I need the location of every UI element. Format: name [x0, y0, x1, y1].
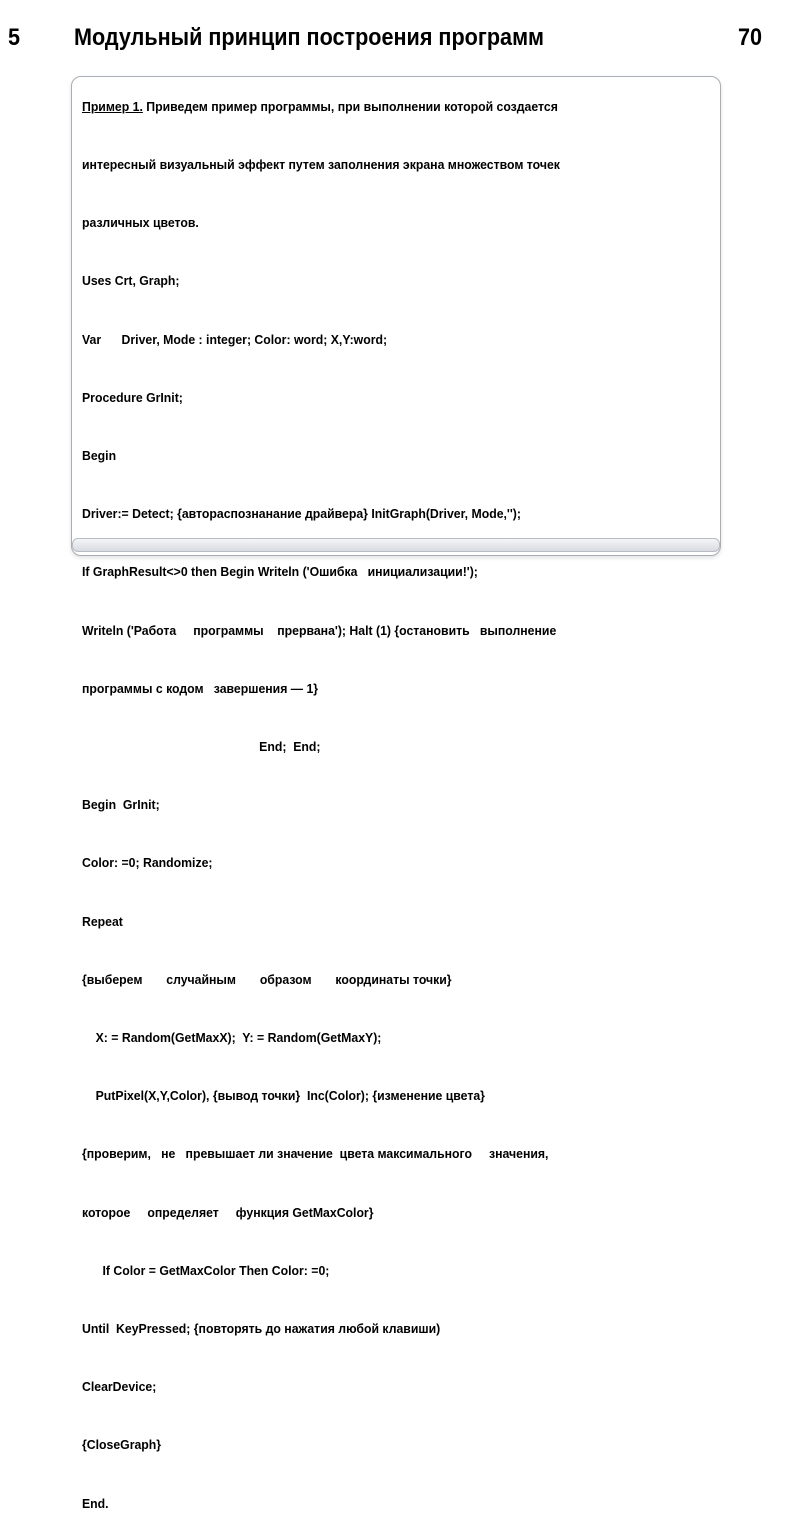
code-line: интересный визуальный эффект путем заполнения экрана множеством точек	[82, 157, 560, 173]
code-line: {проверим, не превышает ли значение цвета максимального значения,	[82, 1146, 549, 1162]
code-line: X: = Random(GetMaxX); Y: = Random(GetMaxY);	[82, 1030, 382, 1046]
code-line: End.	[82, 1495, 109, 1511]
code-line: If Color = GetMaxColor Then Color: =0;	[82, 1262, 330, 1278]
code-line: Color: =0; Randomize;	[82, 855, 213, 871]
page-number: 70	[738, 24, 763, 51]
code-line: {CloseGraph}	[82, 1437, 162, 1453]
code-line: Begin	[82, 448, 117, 464]
example-intro-line	[82, 97, 677, 116]
code-line: {выберем случайным образом координаты точки}	[82, 971, 452, 987]
code-line: If GraphResult<>0 then Begin Writeln ('Ошибка инициализации!');	[82, 564, 478, 580]
code-line: ClearDevice;	[82, 1379, 157, 1395]
example-intro-text: Приведем пример программы, при выполнении которой создается	[142, 98, 558, 114]
code-line: End; End;	[82, 739, 321, 755]
code-line: Writeln ('Работа программы прервана'); Halt (1) {остановить выполнение	[82, 622, 557, 638]
code-line: Procedure GrInit;	[82, 389, 183, 405]
code-line: Repeat	[82, 913, 123, 929]
section-number: 5	[8, 24, 21, 51]
code-line: Uses Crt, Graph;	[82, 273, 180, 289]
code-line: Begin GrInit;	[82, 797, 160, 813]
page-title: Модульный принцип построения программ	[74, 24, 545, 51]
code-line: PutPixel(X,Y,Color), {вывод точки} Inc(Color); {изменение цвета}	[82, 1088, 485, 1104]
code-line: Var Driver, Mode : integer; Color: word; X,Y:word;	[82, 331, 388, 347]
example-label: Пример 1.	[82, 98, 143, 114]
code-line: которое определяет функция GetMaxColor}	[82, 1204, 374, 1220]
code-line: Driver:= Detect; {автораспознанание драйвера} InitGraph(Driver, Mode,'');	[82, 506, 521, 522]
code-line: программы с кодом завершения — 1}	[82, 680, 319, 696]
code-line: различных цветов.	[82, 215, 199, 231]
code-listing	[82, 58, 722, 1532]
code-line: Until KeyPressed; {повторять до нажатия любой клавиши)	[82, 1321, 441, 1337]
